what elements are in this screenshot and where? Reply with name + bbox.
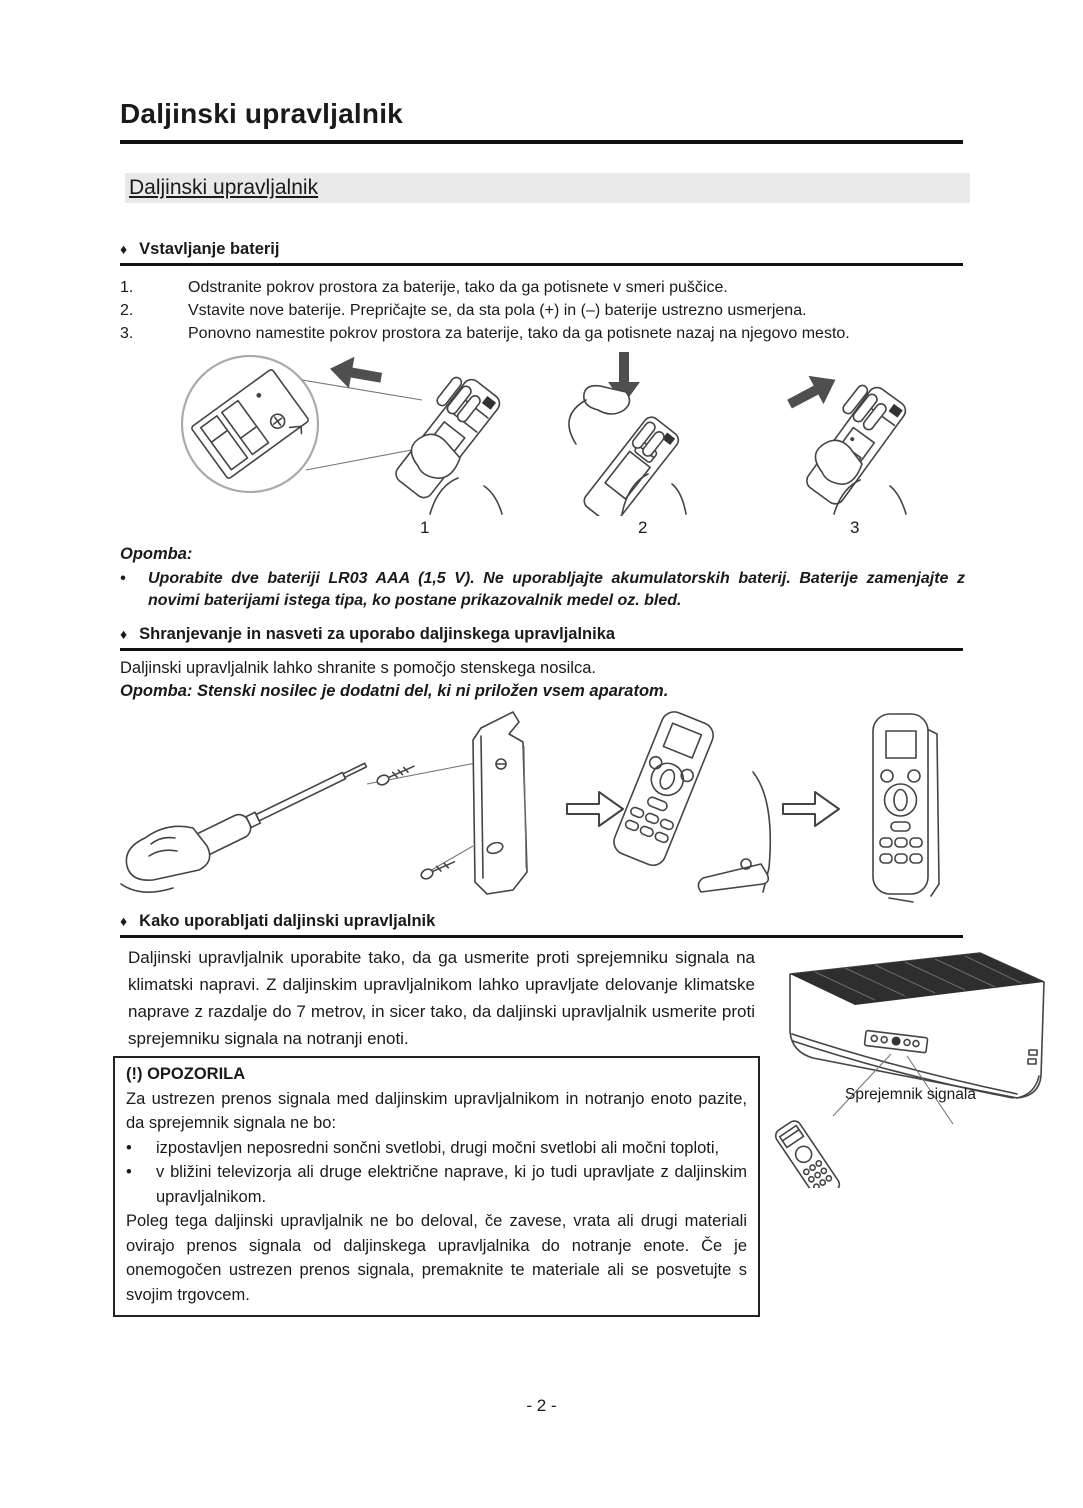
step-row — [120, 322, 980, 345]
step-text: Odstranite pokrov prostora za baterije, tako da ga potisnete v smeri puščice. — [188, 279, 728, 296]
storage-line-1: Daljinski upravljalnik lahko shranite s pomočjo stenskega nosilca. — [120, 659, 596, 677]
subtitle-bar — [125, 173, 970, 203]
battery-compartment-magnifier — [182, 356, 422, 492]
diamond-bullet-icon: ♦ — [120, 913, 128, 929]
figure-number-1: 1 — [420, 518, 430, 537]
usage-intro-paragraph: Daljinski upravljalnik uporabite tako, da ga usmerite proti sprejemniku signala na klimatski napravi. Z daljinskim upravljalnikom lahko upravljate delovanje klimatske naprave z razdalje do 7 metrov, in sicer tako, da daljinski upravljalnik usmerite proti sprejemniku signala na notranji enoti. — [128, 948, 755, 1048]
step-number: 1. — [120, 279, 134, 296]
section-storage-header — [120, 625, 963, 644]
remote-mounted — [873, 714, 939, 902]
remote-in-hands-1 — [392, 375, 503, 514]
mounting-screws — [367, 762, 481, 881]
warning-title: (!) OPOZORILA — [126, 1065, 246, 1083]
wall-mount-figure — [115, 706, 975, 906]
battery-insertion-figure — [130, 348, 980, 516]
replace-cover-arrow-icon — [782, 366, 843, 419]
diamond-bullet-icon: ♦ — [120, 626, 128, 642]
storage-line-2: Opomba: Stenski nosilec je dodatni del, ki ni priložen vsem aparatom. — [120, 682, 669, 700]
slide-cover-arrow-icon — [327, 353, 384, 394]
remote-in-hands-3 — [803, 383, 909, 514]
subtitle-text: Daljinski upravljalnik — [129, 176, 319, 199]
step-number: 2. — [120, 302, 134, 319]
remote-on-stand — [610, 708, 770, 892]
section-rule — [120, 263, 963, 266]
bullet-icon: • — [126, 1163, 132, 1181]
step-row — [120, 299, 980, 322]
warning-bullet-text: izpostavljen neposredni sončni svetlobi, drugi močni svetlobi ali močni toploti, — [156, 1138, 720, 1157]
note-title: Opomba: — [120, 545, 193, 563]
battery-steps-list — [120, 276, 980, 345]
receiver-label: Sprejemnik signala — [845, 1086, 976, 1103]
wall-bracket — [473, 712, 527, 894]
screwdriver-hand — [121, 754, 371, 892]
warning-box — [113, 1056, 760, 1317]
step-text: Ponovno namestite pokrov prostora za baterije, tako da ga potisnete nazaj na njegovo mesto. — [188, 325, 850, 342]
step-text: Vstavite nove baterije. Prepričajte se, da sta pola (+) in (–) baterije ustrezno usmerjena. — [188, 302, 807, 319]
section-rule — [120, 648, 963, 651]
title-rule — [120, 140, 963, 144]
section-batteries-header — [120, 240, 963, 259]
step-row — [120, 276, 980, 299]
note-text: Uporabite dve bateriji LR03 AAA (1,5 V). Ne uporabljajte akumulatorskih baterij. Baterije zamenjajte z novimi baterijami istega tipa, ko postane prikazovalnik medel oz. bled. — [148, 570, 965, 609]
section-usage-header — [120, 912, 963, 931]
section-storage-title: Shranjevanje in nasveti za uporabo daljinskega upravljalnika — [139, 625, 616, 643]
figure-number-2: 2 — [638, 518, 648, 537]
remote-in-hands-2 — [569, 386, 686, 516]
warning-bullet — [126, 1160, 747, 1209]
arrow-right-icon — [567, 792, 623, 826]
bullet-icon: • — [120, 570, 126, 587]
warning-bullet-text: v bližini televizorja ali druge električne naprave, ki jo tudi upravljate z daljinskim upravljalnikom. — [156, 1163, 747, 1206]
note-row — [120, 568, 965, 612]
warning-intro: Za ustrezen prenos signala med daljinskim upravljalnikom in notranjo enoto pazite, da sprejemnik signala ne bo: — [126, 1089, 747, 1132]
section-batteries-title: Vstavljanje baterij — [139, 240, 280, 258]
page-number: - 2 - — [526, 1396, 557, 1415]
page-title: Daljinski upravljalnik — [120, 98, 403, 129]
figure-number-3: 3 — [850, 518, 860, 537]
arrow-right-icon — [783, 792, 839, 826]
step-number: 3. — [120, 325, 134, 342]
ac-unit-figure — [745, 938, 1075, 1188]
diamond-bullet-icon: ♦ — [120, 241, 128, 257]
bullet-icon: • — [126, 1138, 132, 1157]
remote-pointing — [773, 1118, 842, 1188]
section-usage-title: Kako uporabljati daljinski upravljalnik — [139, 912, 436, 930]
warning-outro: Poleg tega daljinski upravljalnik ne bo deloval, če zavese, vrata ali drugi materiali ovirajo prenos signala od daljinskega upravljalnika do notranje enote. Če je onemogočen ustrezen prenos signala, premaknite te materiale ali se posvetujte s svojim trgovcem. — [126, 1212, 747, 1304]
warning-bullet — [126, 1136, 747, 1161]
